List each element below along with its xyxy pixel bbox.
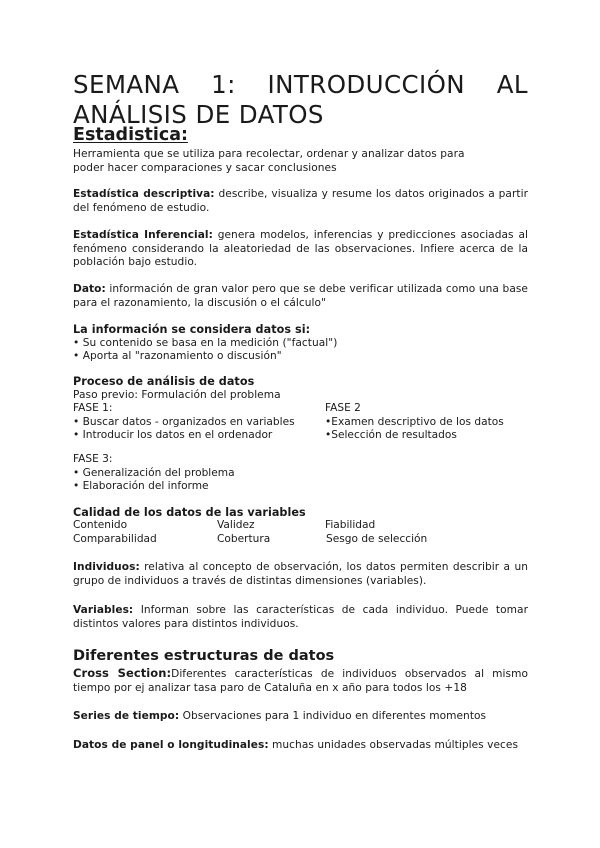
calidad-heading-block xyxy=(73,506,528,520)
individuos-paragraph xyxy=(73,561,528,588)
fase2-title: FASE 2 xyxy=(325,402,361,414)
panel-paragraph xyxy=(73,739,528,753)
list-item: • Buscar datos - organizados en variables xyxy=(73,415,295,428)
title-word: AL xyxy=(496,70,528,99)
cross-section-term: Cross Section: xyxy=(73,666,172,680)
proceso-heading: Proceso de análisis de datos xyxy=(73,375,255,388)
cross-section-text: Diferentes características de individuos observados al mismo tiempo por ej analizar tasa paro de Cataluña en x año para todos los +18 xyxy=(73,668,528,694)
panel-term: Datos de panel o longitudinales: xyxy=(73,739,269,751)
inferencial-text: genera modelos, inferencias y predicciones asociadas al fenómeno considerando la aleatoriedad de las observaciones. Infiere acerca de la población bajo estudio. xyxy=(73,229,528,269)
descriptiva-paragraph xyxy=(73,188,528,215)
list-item: • Aporta al "razonamiento o discusión" xyxy=(73,350,282,363)
title-word: 1: xyxy=(211,70,236,99)
calidad-item: Cobertura xyxy=(217,533,271,545)
estructuras-heading: Diferentes estructuras de datos xyxy=(73,648,335,664)
inferencial-term: Estadística Inferencial: xyxy=(73,229,213,241)
inferencial-paragraph xyxy=(73,229,528,270)
list-item: • Elaboración del informe xyxy=(73,480,209,493)
individuos-term: Individuos: xyxy=(73,561,140,573)
calidad-item: Validez xyxy=(217,519,255,531)
dato-text: información de gran valor pero que se debe verificar utilizada como una base para el razonamiento, la discusión o el cálculo" xyxy=(73,283,528,309)
variables-text: Informan sobre las características de cada individuo. Puede tomar distintos valores para distintos individuos. xyxy=(73,604,528,630)
list-item: • Su contenido se basa en la medición ("factual") xyxy=(73,336,338,349)
calidad-item: Contenido xyxy=(73,519,128,531)
estadistica-line-1: Herramienta que se utiliza para recolectar, ordenar y analizar datos para xyxy=(73,148,465,160)
informacion-heading: La información se considera datos si: xyxy=(73,323,311,336)
variables-term: Variables: xyxy=(73,604,134,616)
informacion-section xyxy=(73,323,528,364)
title-line-1 xyxy=(73,70,528,100)
list-item: • Generalización del problema xyxy=(73,466,235,479)
estadistica-line-2: poder hacer comparaciones y sacar conclusiones xyxy=(73,161,337,174)
calidad-item: Comparabilidad xyxy=(73,533,157,545)
series-paragraph xyxy=(73,710,528,724)
variables-paragraph xyxy=(73,604,528,631)
dato-paragraph xyxy=(73,283,528,310)
list-item: •Selección de resultados xyxy=(325,429,457,442)
fase2-column xyxy=(325,402,525,443)
proceso-section xyxy=(73,375,528,402)
estadistica-heading: Estadistica: xyxy=(73,125,189,145)
descriptiva-term: Estadística descriptiva: xyxy=(73,188,215,200)
fase1-column xyxy=(73,402,323,443)
calidad-heading: Calidad de los datos de las variables xyxy=(73,506,306,519)
estadistica-definition xyxy=(73,148,528,175)
list-item: • Introducir los datos en el ordenador xyxy=(73,429,273,442)
title-word: INTRODUCCIÓN xyxy=(267,70,466,99)
fase1-title: FASE 1: xyxy=(73,402,113,414)
individuos-text: relativa al concepto de observación, los datos permiten describir a un grupo de individuos a través de distintas dimensiones (variables). xyxy=(73,561,528,587)
fase3-column xyxy=(73,453,323,494)
title-word: SEMANA xyxy=(73,70,180,99)
descriptiva-text: describe, visualiza y resume los datos originados a partir del fenómeno de estudio. xyxy=(73,188,528,214)
series-text: Observaciones para 1 individuo en diferentes momentos xyxy=(179,710,487,722)
cross-section-paragraph xyxy=(73,667,528,695)
panel-text: muchas unidades observadas múltiples veces xyxy=(268,739,519,751)
series-term: Series de tiempo: xyxy=(73,710,180,722)
proceso-previo: Paso previo: Formulación del problema xyxy=(73,388,281,401)
dato-term: Dato: xyxy=(73,283,106,295)
page-title xyxy=(73,70,528,130)
list-item: •Examen descriptivo de los datos xyxy=(325,415,504,428)
calidad-item: Sesgo de selección xyxy=(326,533,428,545)
title-line-2: ANÁLISIS DE DATOS xyxy=(73,100,324,129)
fase3-title: FASE 3: xyxy=(73,453,113,465)
calidad-item: Fiabilidad xyxy=(325,519,376,531)
